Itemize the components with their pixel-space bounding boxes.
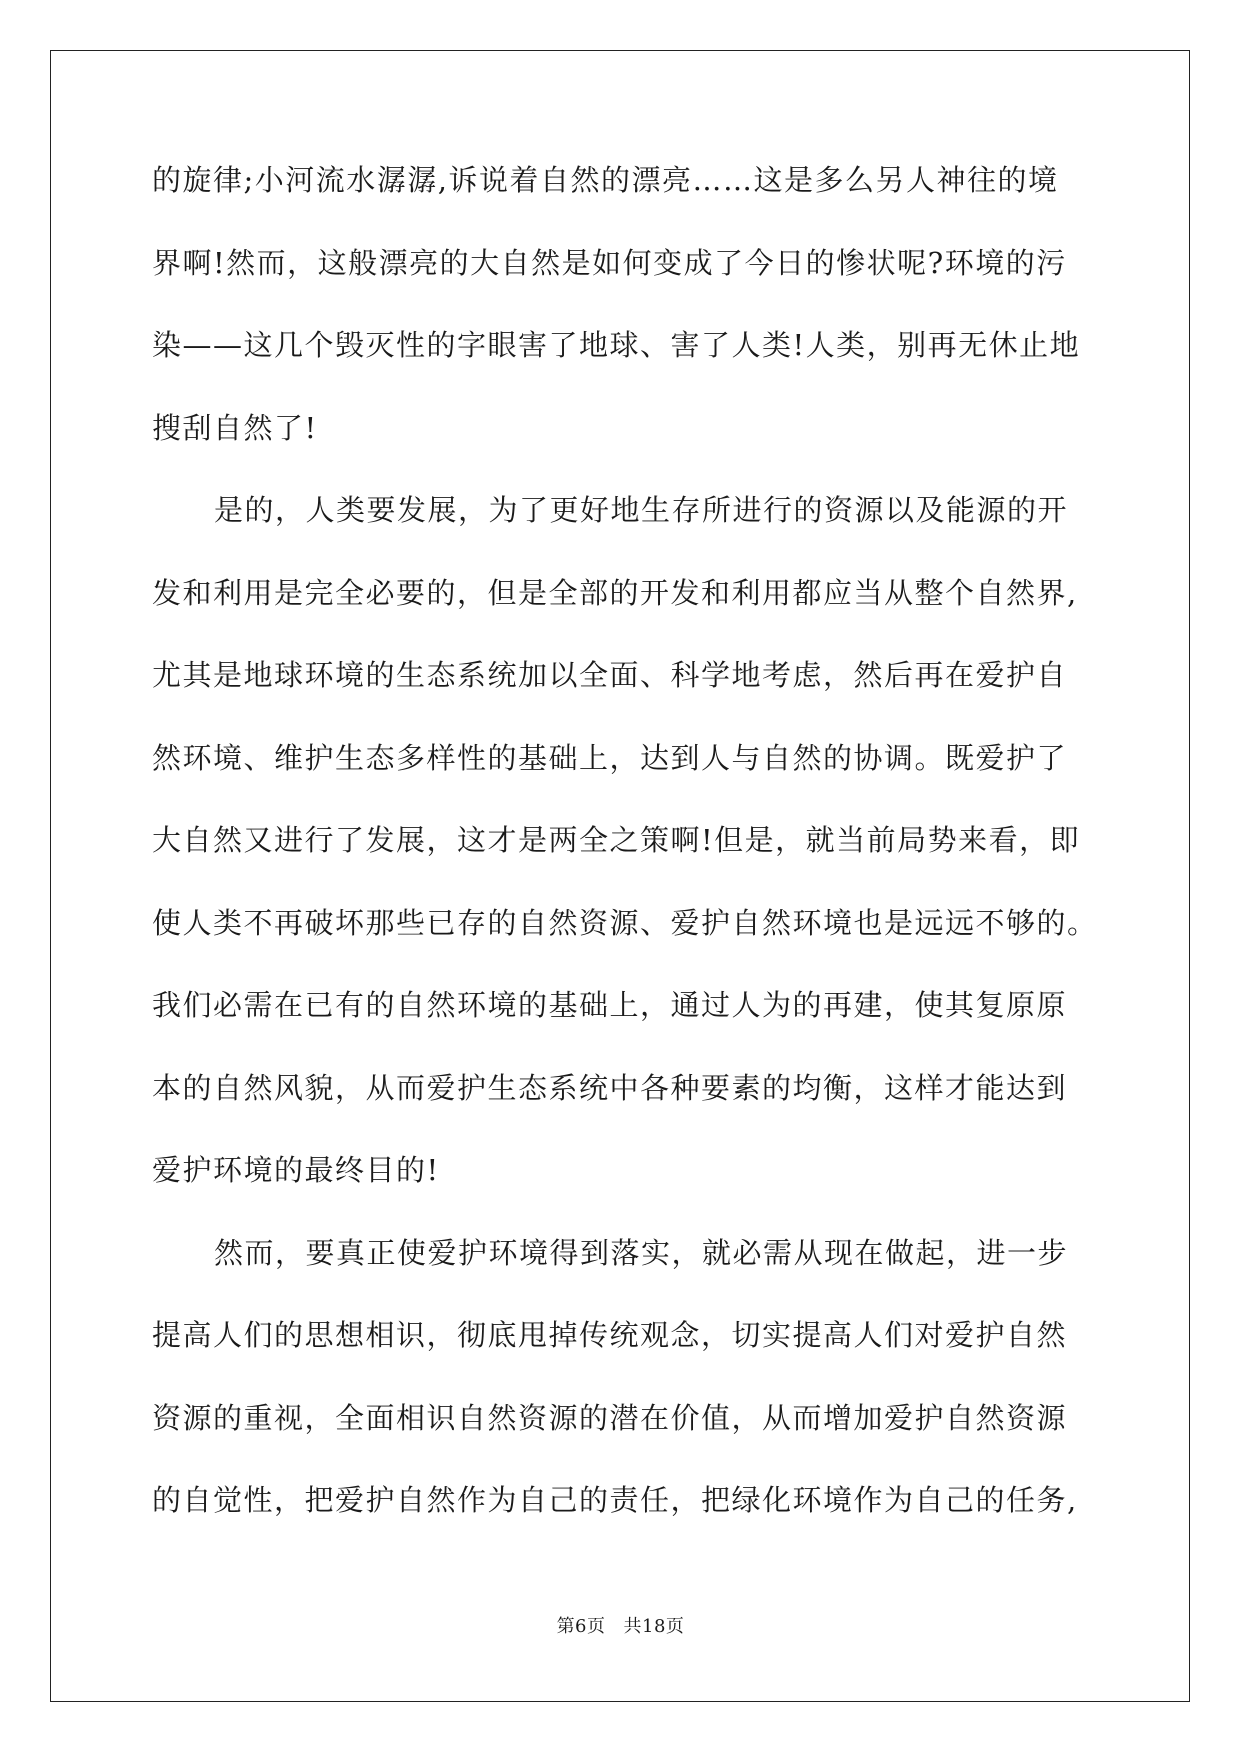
page-footer bbox=[0, 1612, 1241, 1638]
document-body bbox=[152, 160, 1098, 1563]
text-line: 然环境、维护生态多样性的基础上，达到人与自然的协调。既爱护了 bbox=[152, 740, 1068, 775]
text-line: 染——这几个毁灭性的字眼害了地球、害了人类!人类，别再无休止地 bbox=[152, 328, 1081, 362]
text-line: 发和利用是完全必要的，但是全部的开发和利用都应当从整个自然界, bbox=[152, 575, 1078, 610]
text-line: 我们必需在已有的自然环境的基础上，通过人为的再建，使其复原原 bbox=[152, 988, 1068, 1022]
text-line: 使人类不再破坏那些已存的自然资源、爱护自然环境也是远远不够的。 bbox=[152, 905, 1098, 940]
paragraph-start-line: 是的，人类要发展，为了更好地生存所进行的资源以及能源的开 bbox=[214, 493, 1069, 527]
text-line: 大自然又进行了发展，这才是两全之策啊!但是，就当前局势来看，即 bbox=[152, 823, 1081, 857]
page-total: 共18页 bbox=[623, 1616, 685, 1637]
text-line: 搜刮自然了! bbox=[152, 410, 318, 445]
text-line: 界啊!然而，这般漂亮的大自然是如何变成了今日的惨状呢?环境的污 bbox=[152, 245, 1067, 280]
text-line: 的自觉性，把爱护自然作为自己的责任，把绿化环境作为自己的任务, bbox=[152, 1483, 1078, 1517]
text-line: 资源的重视，全面相识自然资源的潜在价值，从而增加爱护自然资源 bbox=[152, 1400, 1068, 1435]
text-line: 的旋律;小河流水潺潺,诉说着自然的漂亮……这是多么另人神往的境 bbox=[152, 163, 1059, 197]
text-line: 爱护环境的最终目的! bbox=[152, 1153, 440, 1187]
text-line: 尤其是地球环境的生态系统加以全面、科学地考虑，然后再在爱护自 bbox=[152, 658, 1068, 692]
page-number: 第6页 bbox=[556, 1616, 606, 1637]
text-line: 本的自然风貌，从而爱护生态系统中各种要素的均衡，这样才能达到 bbox=[152, 1070, 1068, 1105]
text-line: 提高人们的思想相识，彻底甩掉传统观念，切实提高人们对爱护自然 bbox=[152, 1318, 1068, 1352]
paragraph-start-line: 然而，要真正使爱护环境得到落实，就必需从现在做起，进一步 bbox=[214, 1235, 1069, 1270]
